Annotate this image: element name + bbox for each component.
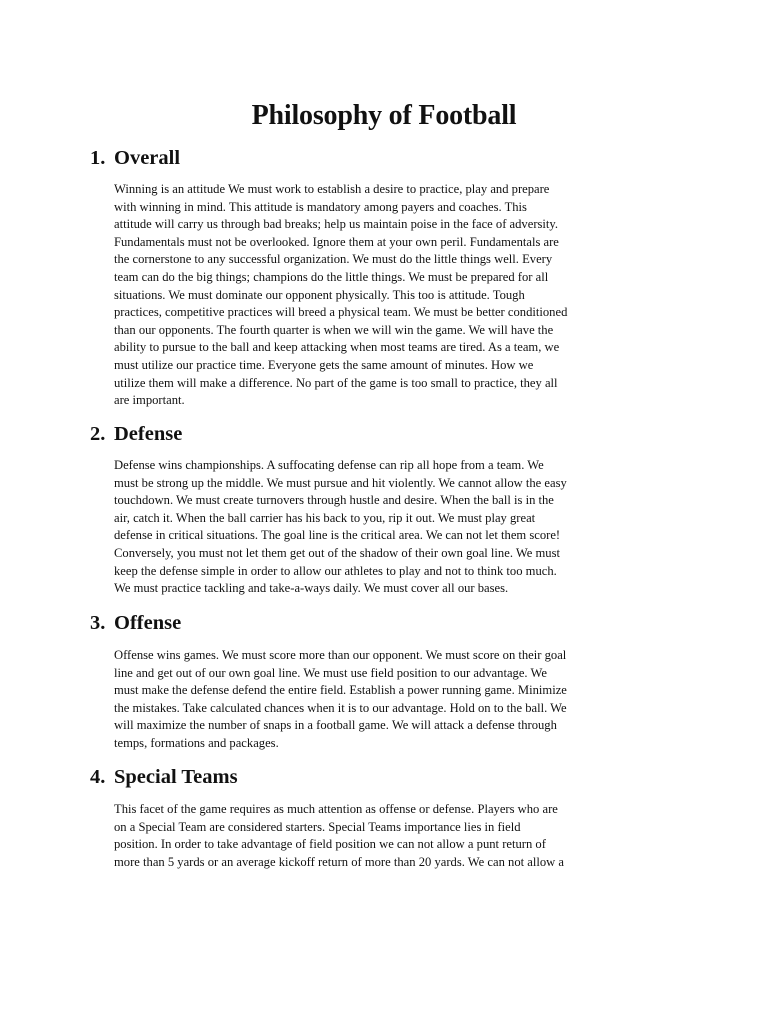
paragraph-line: on a Special Team are considered starters. Special Teams importance lies in field [114,819,521,834]
paragraph-line: with winning in mind. This attitude is mandatory among payers and coaches. This [114,199,527,214]
paragraph-line: We must practice tackling and take-a-ways daily. We must cover all our bases. [114,581,509,596]
paragraph-line: touchdown. We must create turnovers through hustle and desire. When the ball is in the [114,493,554,508]
paragraph-line: situations. We must dominate our opponent physically. This too is attitude. Tough [114,287,525,302]
section-heading-offense [90,609,181,637]
section-number: 3. [90,612,106,634]
paragraph-line: Fundamentals must not be overlooked. Ignore them at your own peril. Fundamentals are [114,234,559,249]
paragraph-line: must be strong up the middle. We must pursue and hit violently. We cannot allow the easy [114,475,567,490]
page-title: Philosophy of Football [251,100,517,131]
paragraph-line: Defense wins championships. A suffocating defense can rip all hope from a team. We [114,458,544,472]
section-title: Defense [114,423,183,445]
paragraph-line: utilize them will make a difference. No part of the game is too small to practice, they all [114,375,558,390]
paragraph-line: team can do the big things; champions do the little things. We must be prepared for all [114,269,549,284]
section-body-offense [114,647,664,753]
paragraph-line: line and get out of our own goal line. We must use field position to our advantage. We [114,665,547,680]
paragraph-line: are important. [114,393,185,408]
paragraph-line: practices, competitive practices will breed a physical team. We must be better conditioned [114,305,568,320]
section-number: 4. [90,766,106,788]
paragraph-line: will maximize the number of snaps in a football game. We will attack a defense through [114,718,557,733]
section-body-special-teams [114,801,664,871]
section-heading-overall [90,144,180,172]
paragraph-line: position. In order to take advantage of field position we can not allow a punt return of [114,837,546,852]
paragraph-line: ability to pursue to the ball and keep attacking when most teams are tired. As a team, we [114,340,560,355]
paragraph-line: attitude will carry us through bad breaks; help us maintain poise in the face of adversity. [114,217,559,232]
paragraph-line: than our opponents. The fourth quarter is when we will win the game. We will have the [114,322,554,337]
paragraph-line: keep the defense simple in order to allow our athletes to play and not to think too much. [114,563,557,578]
paragraph-line: air, catch it. When the ball carrier has his back to you, rip it out. We must play great [114,510,536,525]
paragraph-line: temps, formations and packages. [114,735,279,750]
paragraph-line: Offense wins games. We must score more than our opponent. We must score on their goal [114,648,567,662]
section-title: Special Teams [114,766,238,788]
section-heading-special-teams [90,763,238,791]
paragraph-line: more than 5 yards or an average kickoff return of more than 20 yards. We can not allow a [114,854,564,869]
paragraph-line: must make the defense defend the entire field. Establish a power running game. Minimize [114,683,567,698]
paragraph-line: the mistakes. Take calculated chances when it is to our advantage. Hold on to the ball. We [114,700,567,715]
section-number: 2. [90,423,106,445]
paragraph-line: the cornerstone to any successful organization. We must do the little things well. Every [114,252,553,267]
paragraph-line: Conversely, you must not let them get out of the shadow of their own goal line. We must [114,545,560,560]
section-number: 1. [90,147,106,169]
section-title: Overall [114,147,181,169]
paragraph-line: Winning is an attitude We must work to establish a desire to practice, play and prepare [114,182,550,196]
section-body-defense [114,457,664,598]
paragraph-line: must utilize our practice time. Everyone gets the same amount of minutes. How we [114,357,534,372]
section-body-overall [114,181,664,410]
section-heading-defense [90,420,182,448]
section-title: Offense [114,612,182,634]
paragraph-line: defense in critical situations. The goal line is the critical area. We can not let them score! [114,528,561,543]
paragraph-line: This facet of the game requires as much attention as offense or defense. Players who are [114,802,558,816]
